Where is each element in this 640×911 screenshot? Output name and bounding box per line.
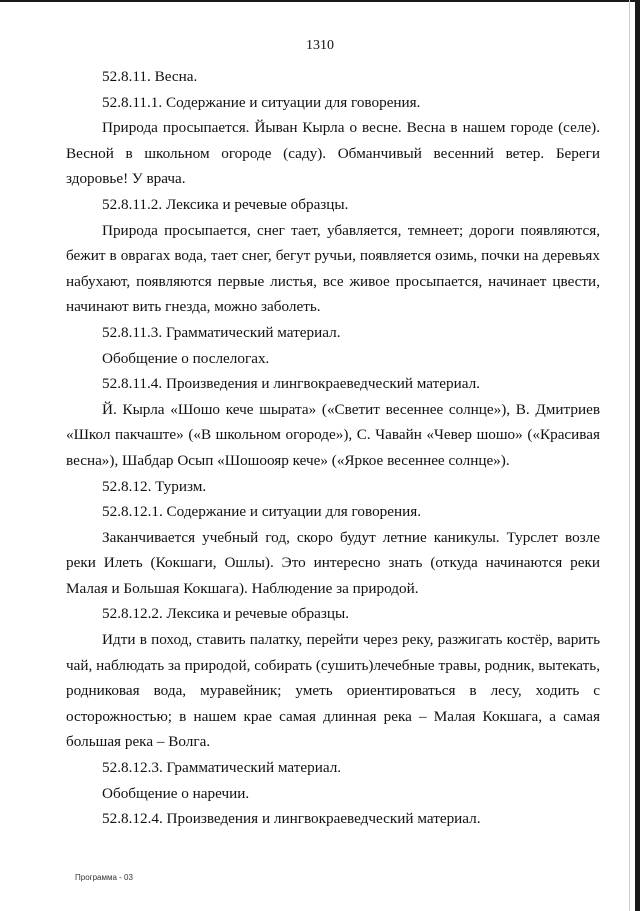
document-body [66,64,600,832]
body-paragraph: Обобщение о послелогах. [102,349,270,367]
section-heading-spring: 52.8.11. Весна. [102,68,198,85]
scan-border-right [635,0,640,911]
page-number: 1310 [306,38,334,53]
page-footer: Программа - 03 [75,873,133,882]
subsection-heading: 52.8.12.1. Содержание и ситуации для говорения. [102,503,422,521]
body-paragraph: Природа просыпается, снег тает, убавляется, темнеет; дороги появляются, бежит в оврагах вода, тает снег, бегут ручьи, появляется озимь, почки на деревьях набухают, появляются первые листья, все живое просыпается, начинает цвести, начинают вить гнезда, можно заболеть. [66,221,600,316]
subsection-heading: 52.8.11.1. Содержание и ситуации для говорения. [102,93,421,111]
subsection-heading: 52.8.11.4. Произведения и лингвокраеведческий материал. [102,375,480,393]
body-paragraph: Идти в поход, ставить палатку, перейти через реку, разжигать костёр, варить чай, наблюдать за природой, собирать (сушить)лечебные травы, родник, вытекать, родниковая вода, муравейник; уметь ориентироваться в лесу, ходить с осторожностью; в нашем крае самая длинная река – Малая Кокшага, а самая большая река – Волга. [66,631,600,751]
subsection-heading: 52.8.12.3. Грамматический материал. [102,759,342,777]
body-paragraph: Й. Кырла «Шошо кече шырата» («Светит весеннее солнце»), В. Дмитриев «Школ пакчаште» («В школьном огороде»), С. Чавайн «Чевер шошо» («Красивая весна»), Шабдар Осып «Шошоояр кече» («Яркое весеннее солнце»). [66,400,600,469]
scan-border-line [629,0,630,911]
section-heading-tourism: 52.8.12. Туризм. [102,477,207,495]
subsection-heading: 52.8.12.4. Произведения и лингвокраеведческий материал. [102,810,481,828]
body-paragraph: Обобщение о наречии. [102,784,250,802]
subsection-heading: 52.8.11.3. Грамматический материал. [102,323,341,341]
subsection-heading: 52.8.11.2. Лексика и речевые образцы. [102,195,349,213]
scan-border-top [0,0,640,2]
body-paragraph: Заканчивается учебный год, скоро будут летние каникулы. Турслет возле реки Илеть (Кокшаги, Ошлы). Это интересно знать (откуда начинаются реки Малая и Большая Кокшага). Наблюдение за природой. [66,528,600,597]
body-paragraph: Природа просыпается. Йыван Кырла о весне. Весна в нашем городе (селе). Весной в школьном огороде (саду). Обманчивый весенний ветер. Береги здоровье! У врача. [66,119,600,188]
subsection-heading: 52.8.12.2. Лексика и речевые образцы. [102,605,349,623]
